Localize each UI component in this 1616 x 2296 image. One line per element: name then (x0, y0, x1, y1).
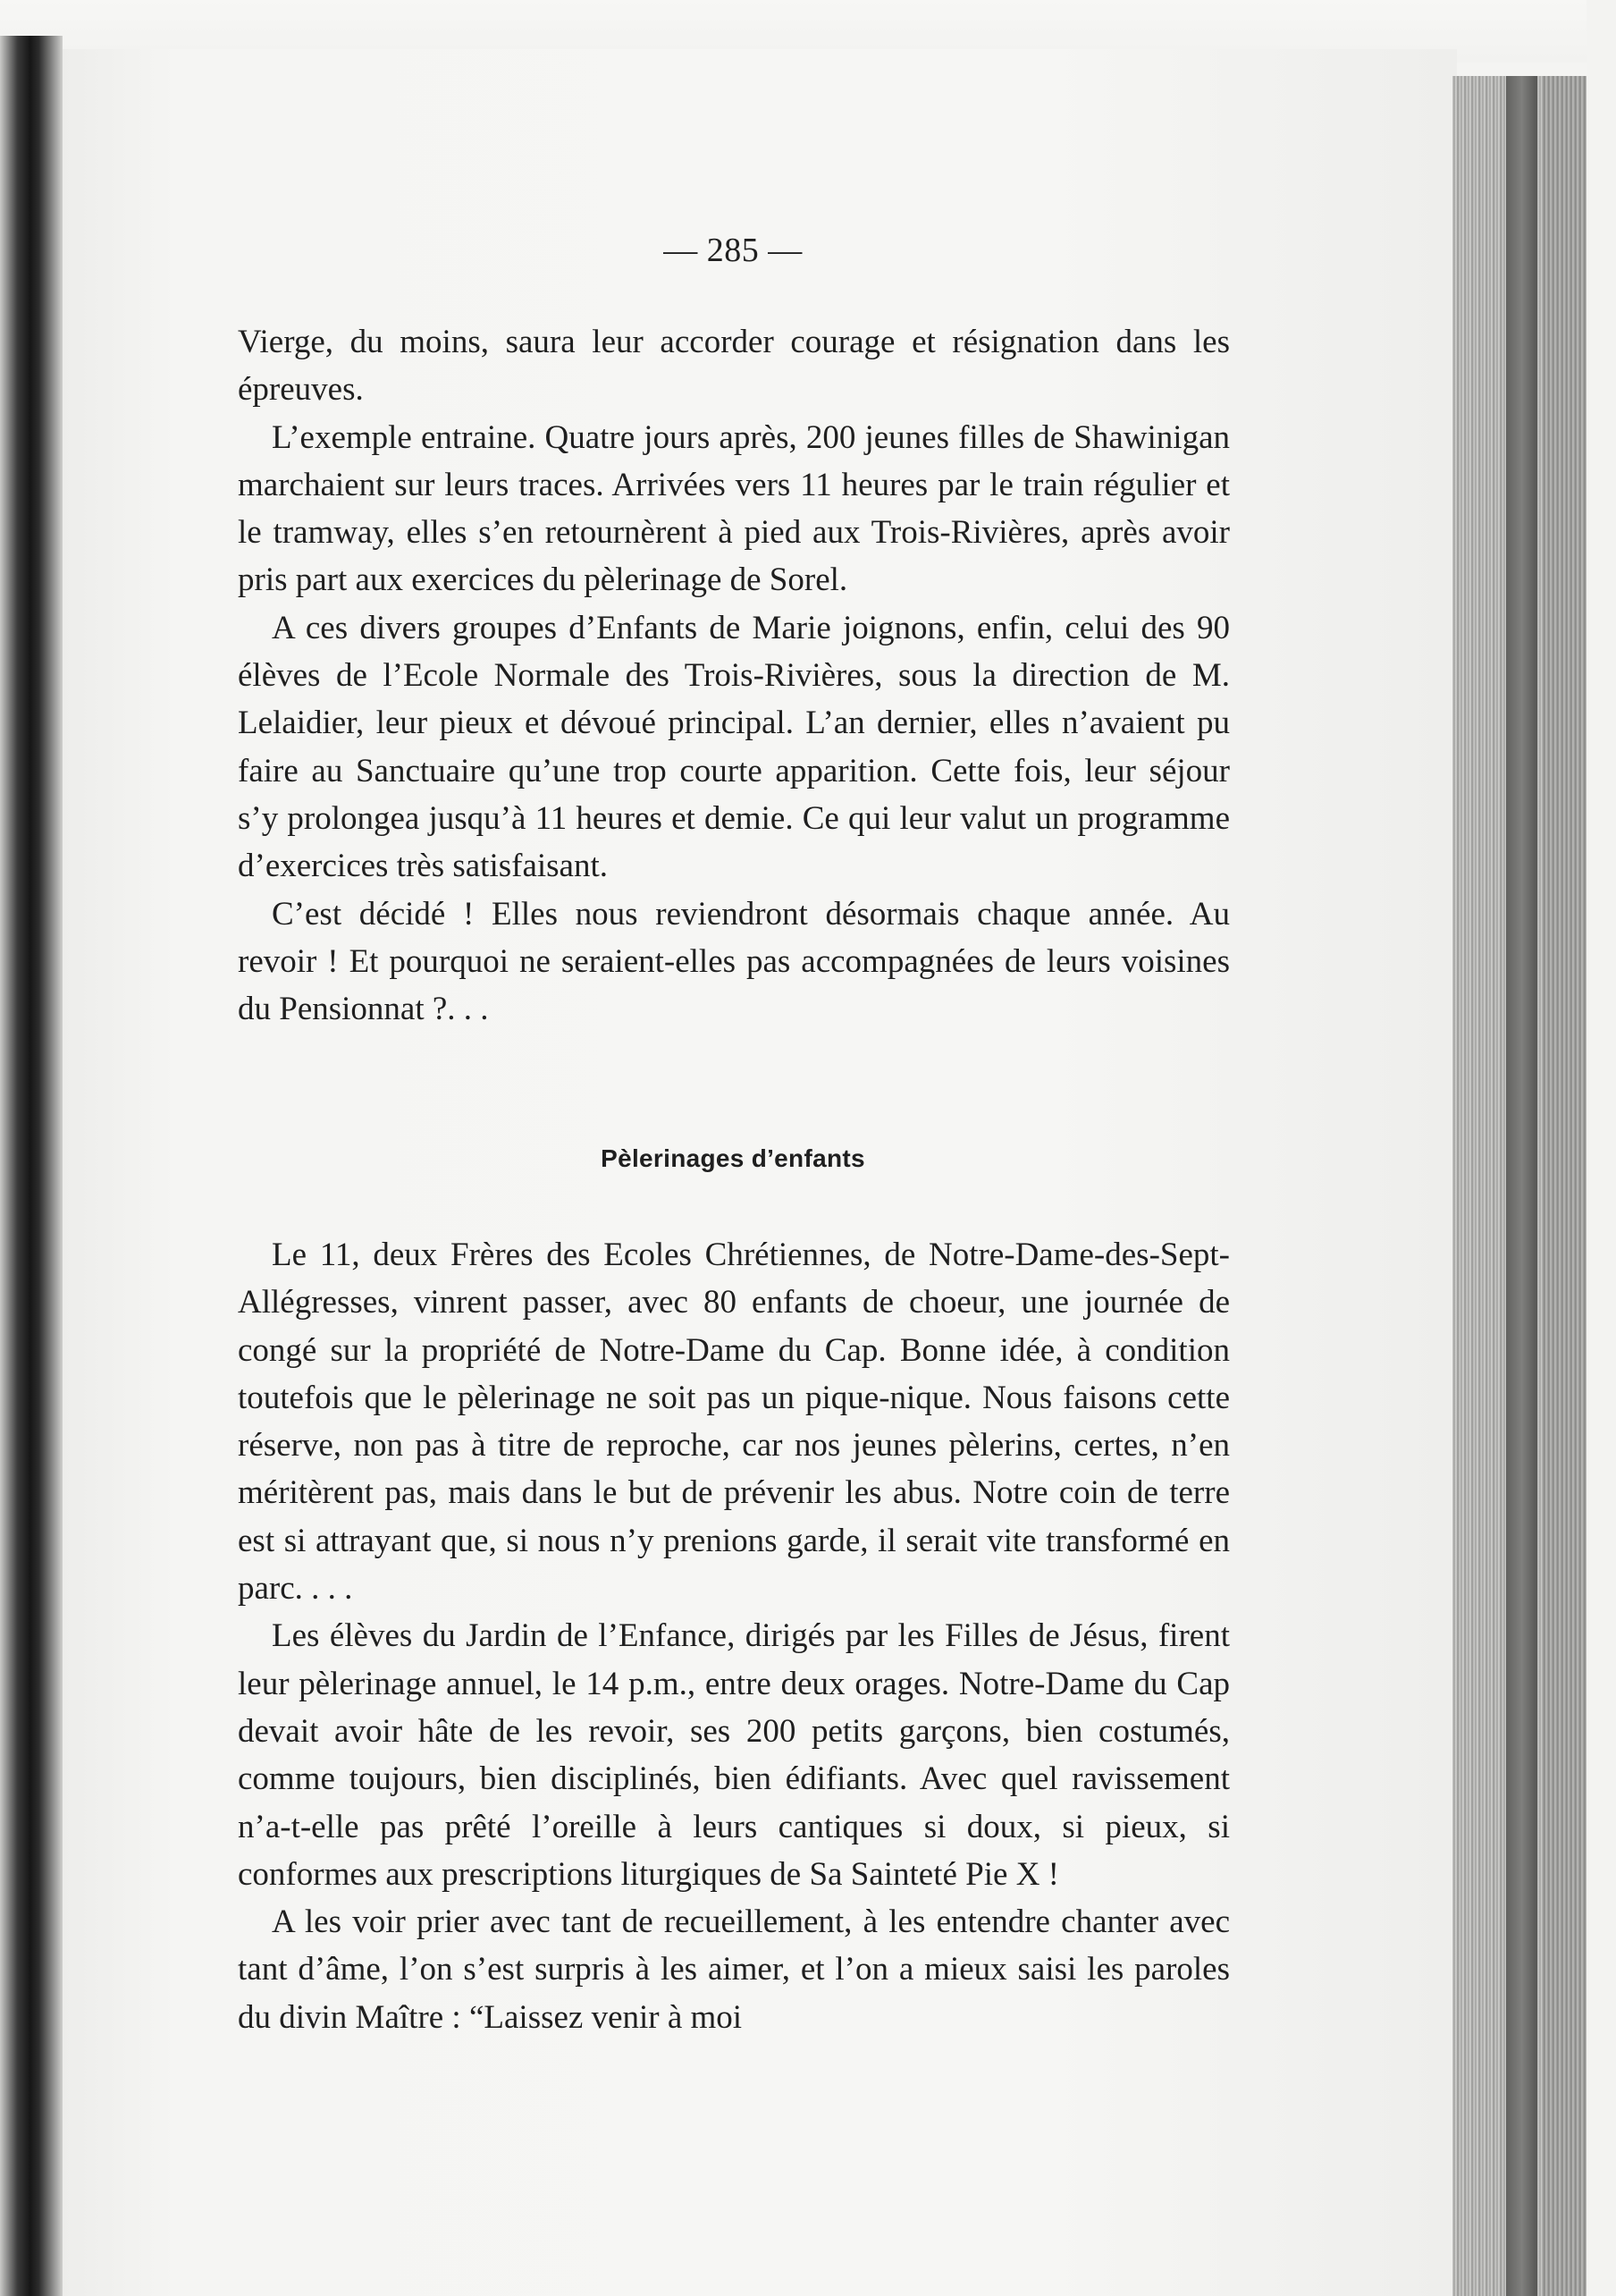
book-page-edges (1452, 76, 1587, 2296)
paragraph: Le 11, deux Frères des Ecoles Chrétiennes, de Notre-Dame-des-Sept-Allégresses, vinrent passer, avec 80 enfants de choeur, une journée de congé sur la propriété de Notre-Dame du Cap. Bonne idée, à condition toutefois que le pèlerinage ne soit pas un pique-nique. Nous faisons cette réserve, non pas à titre de reproche, car nos jeunes pèlerins, certes, n’en méritèrent pas, mais dans le but de prévenir les abus. Notre coin de terre est si attrayant que, si nous n’y prenions garde, il serait vite transformé en parc. . . . (238, 1237, 1230, 1608)
paragraph: A ces divers groupes d’Enfants de Marie joignons, enfin, celui des 90 élèves de l’Ecole Normale des Trois-Rivières, sous la direction de M. Lelaidier, leur pieux et dévoué principal. L’an dernier, elles n’avaient pu faire au Sanctuaire qu’une trop courte apparition. Cette fois, leur séjour s’y prolongea jusqu’à 11 heures et demie. Ce qui leur valut un programme d’exercices très satisfaisant. (238, 609, 1230, 885)
paragraph: Les élèves du Jardin de l’Enfance, dirigés par les Filles de Jésus, firent leur pèlerinage annuel, le 14 p.m., entre deux orages. Notre-Dame du Cap devait avoir hâte de les revoir, ses 200 petits garçons, bien costumés, comme toujours, bien disciplinés, bien édifiants. Avec quel ravissement n’a-t-elle pas prêté l’oreille à leurs cantiques si doux, si pieux, si conformes aux prescriptions liturgiques de Sa Sainteté Pie X ! (238, 1617, 1230, 1893)
page-number: — 285 — (663, 232, 803, 269)
section-heading: Pèlerinages d’enfants (601, 1144, 865, 1172)
paragraph: C’est décidé ! Elles nous reviendront désormais chaque année. Au revoir ! Et pourquoi ne seraient-elles pas accompagnées de leurs voisines du Pensionnat ?. . . (238, 895, 1230, 1028)
text-block-after-section (238, 1231, 1230, 2041)
paragraph: A les voir prier avec tant de recueillement, à les entendre chanter avec tant d’âme, l’on s’est surpris à les aimer, et l’on a mieux saisi les paroles du divin Maître : “Laissez venir à moi (238, 1903, 1230, 2036)
text-block-before-section (238, 318, 1230, 1033)
scan-right-margin (1587, 0, 1616, 2296)
paragraph: Vierge, du moins, saura leur accorder courage et résignation dans les épreuves. (238, 324, 1230, 409)
paragraph: L’exemple entraine. Quatre jours après, 200 jeunes filles de Shawinigan marchaient sur leurs traces. Arrivées vers 11 heures par le train régulier et le tramway, elles s’en retournèrent à pied aux Trois-Rivières, après avoir pris part aux exercices du pèlerinage de Sorel. (238, 418, 1230, 599)
